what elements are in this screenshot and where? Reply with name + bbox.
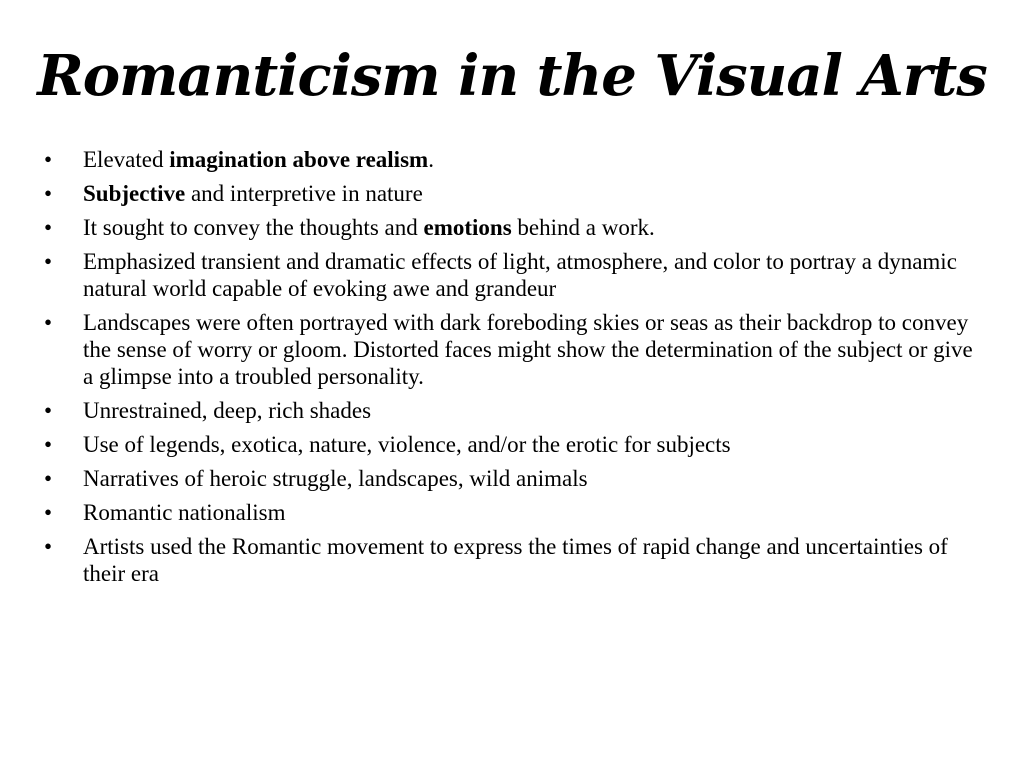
bullet-text-segment: Narratives of heroic struggle, landscapes, wild animals [83,466,588,491]
bullet-emphasis: imagination above realism [169,147,429,172]
bullet-text [83,215,655,240]
bullet-text-segment: and interpretive in nature [185,181,423,206]
bullet-text [83,147,434,172]
bullet-text-segment: Use of legends, exotica, nature, violence, and/or the erotic for subjects [83,432,731,457]
bullet-emphasis: emotions [423,215,512,240]
bullet-item [0,397,1024,424]
bullet-item [0,180,1024,207]
bullet-dot-icon: • [44,249,53,274]
bullet-dot-icon: • [44,500,53,525]
bullet-dot-icon: • [44,432,53,457]
slide-title: Romanticism in the Visual Arts [37,43,987,109]
bullet-item [0,146,1024,173]
bullet-text-segment: Emphasized transient and dramatic effects of light, atmosphere, and color to portray a dynamic natural world capable of evoking awe and grandeur [83,249,957,301]
bullet-text [83,432,731,457]
bullet-item [0,431,1024,458]
bullet-item [0,248,1024,302]
bullet-dot-icon: • [44,310,53,335]
bullet-text [83,466,588,491]
bullet-list [0,146,1024,594]
bullet-text [83,534,948,586]
bullet-text-segment: behind a work. [511,215,655,240]
bullet-text-segment: Elevated [83,147,170,172]
bullet-item [0,533,1024,587]
bullet-text [83,249,957,301]
bullet-text [83,500,286,525]
bullet-item [0,465,1024,492]
bullet-item [0,214,1024,241]
bullet-dot-icon: • [44,147,53,172]
bullet-text-segment: . [428,147,434,172]
bullet-text-segment: Landscapes were often portrayed with dark foreboding skies or seas as their backdrop to convey the sense of worry or gloom. Distorted faces might show the determination of the subject or give a glimpse into a troubled personality. [83,310,973,389]
bullet-dot-icon: • [44,534,53,559]
bullet-text-segment: It sought to convey the thoughts and [83,215,424,240]
bullet-dot-icon: • [44,181,53,206]
bullet-item [0,499,1024,526]
bullet-text [83,181,423,206]
bullet-text-segment: Romantic nationalism [83,500,286,525]
bullet-text [83,310,973,389]
bullet-dot-icon: • [44,215,53,240]
bullet-text-segment: Unrestrained, deep, rich shades [83,398,372,423]
bullet-item [0,309,1024,390]
bullet-text-segment: Artists used the Romantic movement to express the times of rapid change and uncertainties of their era [83,534,948,586]
bullet-text [83,398,371,423]
bullet-dot-icon: • [44,398,53,423]
bullet-emphasis: Subjective [83,181,186,206]
bullet-dot-icon: • [44,466,53,491]
